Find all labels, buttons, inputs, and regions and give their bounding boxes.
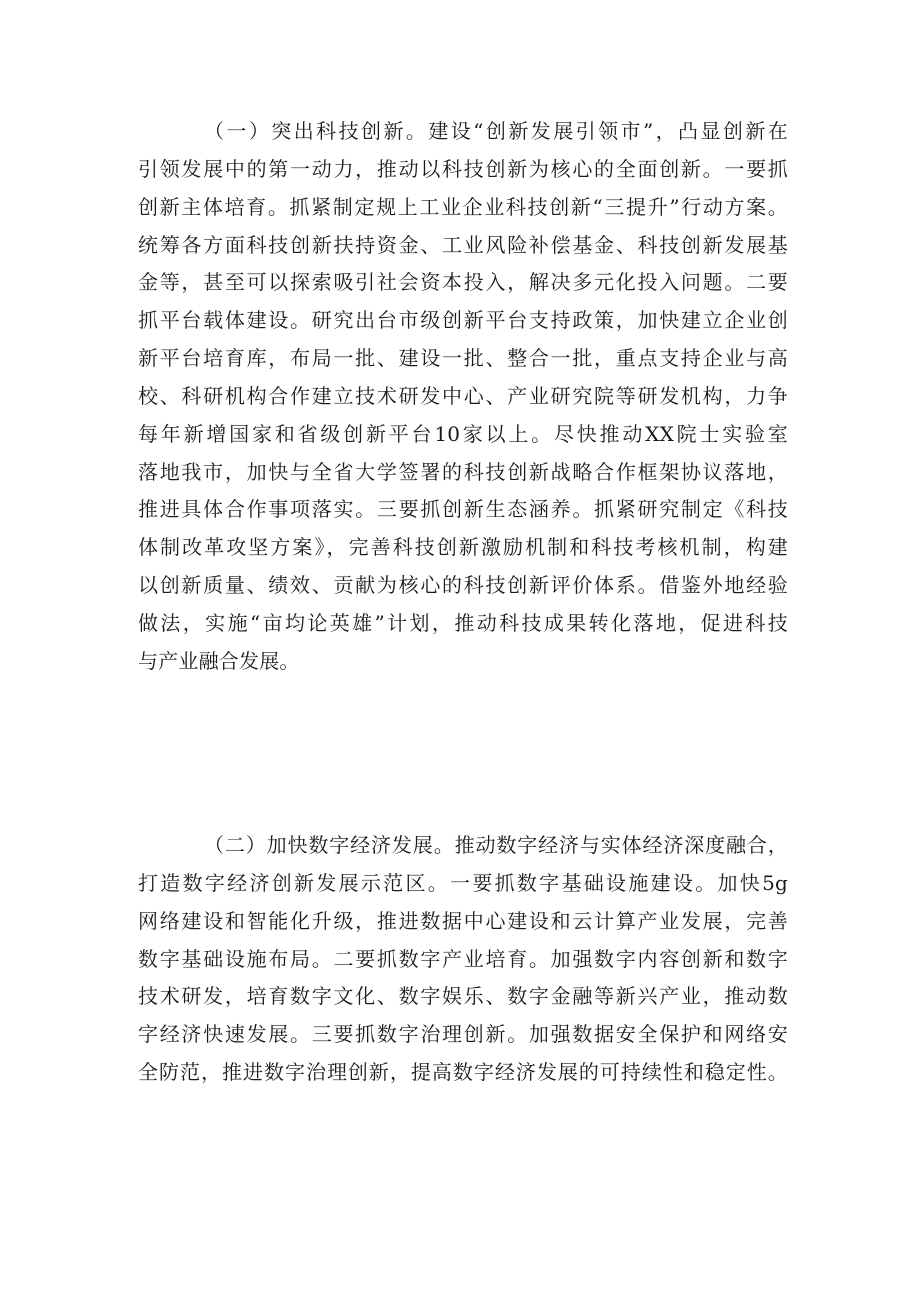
text-line: 金等，甚至可以探索吸引社会资本投入，解决多元化投入问题。二要 bbox=[138, 270, 788, 295]
paragraph-digital-economy bbox=[138, 827, 788, 1092]
text-line: 网络建设和智能化升级，推进数据中心建设和云计算产业发展，完善 bbox=[138, 908, 788, 933]
text-line: 技术研发，培育数字文化、数字娱乐、数字金融等新兴产业，推动数 bbox=[138, 984, 788, 1009]
text-line: 落地我市，加快与全省大学签署的科技创新战略合作框架协议落地， bbox=[138, 459, 788, 484]
text-line: 数字基础设施布局。二要抓数字产业培育。加强数字内容创新和数字 bbox=[138, 946, 788, 971]
text-line: 打造数字经济创新发展示范区。一要抓数字基础设施建设。加快5g bbox=[138, 870, 788, 895]
text-line: 新平台培育库，布局一批、建设一批、整合一批，重点支持企业与高 bbox=[138, 346, 788, 371]
text-line: 做法，实施“亩均论英雄”计划，推动科技成果转化落地，促进科技 bbox=[138, 610, 788, 635]
text-line: 全防范，推进数字治理创新，提高数字经济发展的可持续性和稳定性。 bbox=[138, 1060, 788, 1085]
text-line: 推进具体合作事项落实。三要抓创新生态涵养。抓紧研究制定《科技 bbox=[138, 497, 788, 522]
text-line: 字经济快速发展。三要抓数字治理创新。加强数据安全保护和网络安 bbox=[138, 1022, 788, 1047]
text-line: （一）突出科技创新。建设“创新发展引领市”，凸显创新在 bbox=[204, 119, 788, 143]
text-line: （二）加快数字经济发展。推动数字经济与实体经济深度融合， bbox=[204, 833, 788, 857]
text-line: 抓平台载体建设。研究出台市级创新平台支持政策，加快建立企业创 bbox=[138, 308, 788, 333]
text-line: 校、科研机构合作建立技术研发中心、产业研究院等研发机构，力争 bbox=[138, 383, 788, 408]
paragraph-tech-innovation bbox=[138, 113, 788, 681]
text-line: 引领发展中的第一动力，推动以科技创新为核心的全面创新。一要抓 bbox=[138, 156, 788, 181]
text-line: 与产业融合发展。 bbox=[138, 648, 300, 673]
text-line: 体制改革攻坚方案》，完善科技创新激励机制和科技考核机制，构建 bbox=[138, 535, 788, 560]
text-line: 创新主体培育。抓紧制定规上工业企业科技创新“三提升”行动方案。 bbox=[138, 194, 788, 219]
text-line: 以创新质量、绩效、贡献为核心的科技创新评价体系。借鉴外地经验 bbox=[138, 573, 788, 598]
text-line: 统筹各方面科技创新扶持资金、工业风险补偿基金、科技创新发展基 bbox=[138, 232, 788, 257]
text-line: 每年新增国家和省级创新平台10家以上。尽快推动XX院士实验室 bbox=[138, 421, 788, 446]
